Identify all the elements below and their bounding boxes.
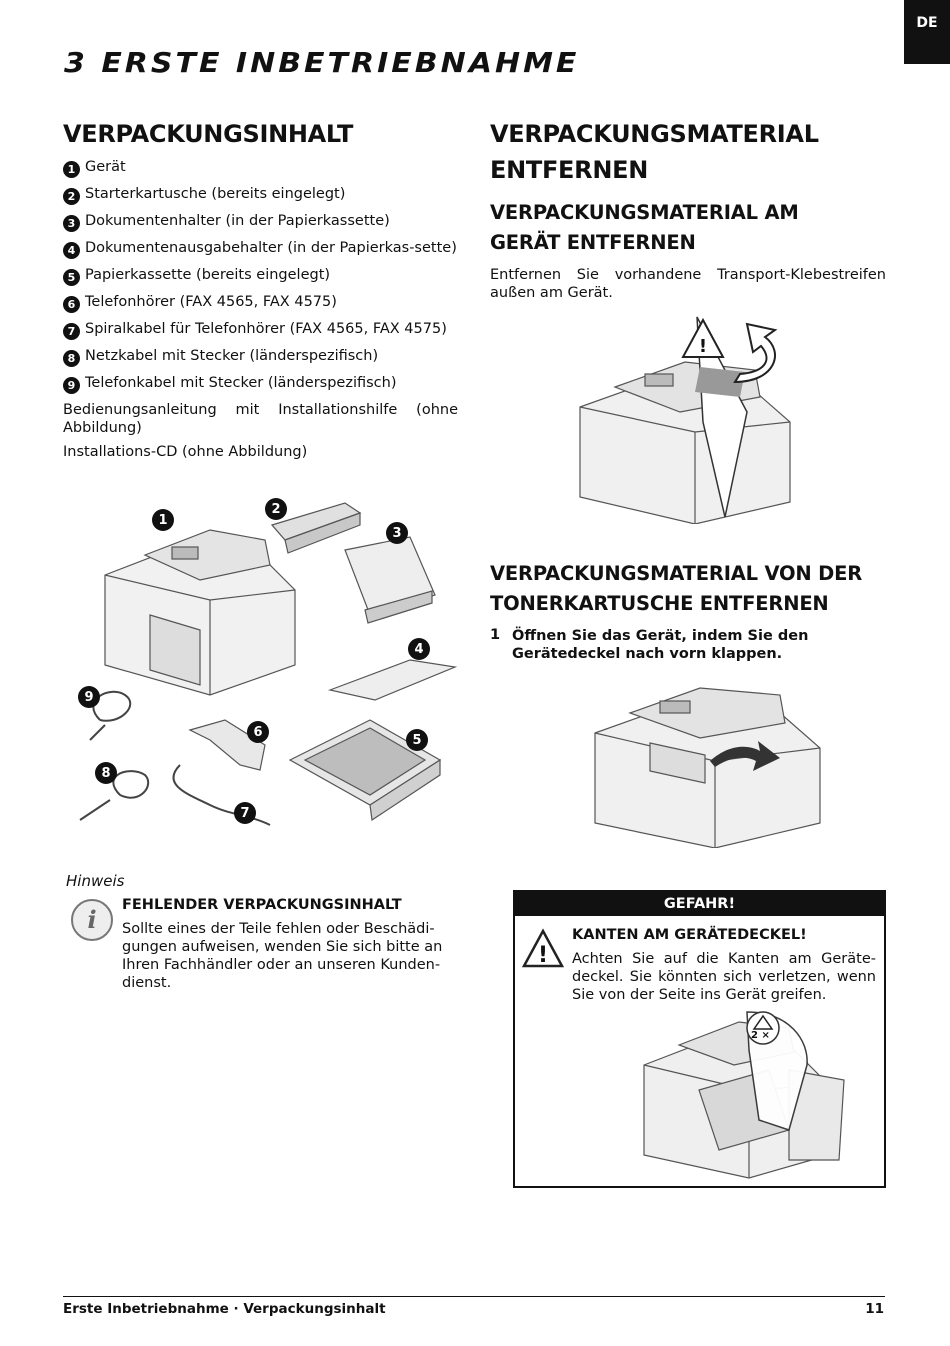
figure-label-9: 9 — [78, 686, 100, 708]
warning-triangle-icon — [521, 928, 565, 970]
note-box — [122, 896, 452, 992]
note-label: Hinweis — [66, 872, 125, 890]
item-text: Dokumentenausgabehalter (in der Papierkas-sette) — [85, 240, 457, 256]
item-number-badge: 1 — [63, 161, 80, 178]
left-column — [63, 116, 458, 461]
tape-removal-illustration — [575, 312, 805, 524]
figure-label-5: 5 — [406, 729, 428, 751]
danger-figure — [639, 1010, 849, 1180]
info-icon — [70, 898, 114, 942]
contents-item — [63, 320, 458, 340]
open-cover-illustration — [590, 683, 830, 848]
item-number-badge: 7 — [63, 323, 80, 340]
contents-item — [63, 185, 458, 205]
figure-label-7: 7 — [234, 802, 256, 824]
danger-box — [513, 890, 886, 1188]
subheading-toner-text: VERPACKUNGSMATERIAL VON DER TONERKARTUSCHE ENTFERNEN — [490, 562, 863, 615]
danger-text — [572, 926, 876, 1004]
item-number-badge: 9 — [63, 377, 80, 394]
note-body: Sollte eines der Teile fehlen oder Beschädi-gungen aufweisen, wenden Sie sich bitte an Ihren Fachhändler oder an unseren Kunden-dienst. — [122, 921, 443, 991]
cover-edges-illustration — [639, 1010, 849, 1180]
step-1 — [490, 627, 886, 663]
item-number-badge: 4 — [63, 242, 80, 259]
contents-item — [63, 374, 458, 394]
note-title: FEHLENDER VERPACKUNGSINHALT — [122, 897, 402, 913]
item-text: Gerät — [85, 159, 126, 175]
item-text: Dokumentenhalter (in der Papierkassette) — [85, 213, 390, 229]
figure-label-3: 3 — [386, 522, 408, 544]
extra-item-cd: Installations-CD (ohne Abbildung) — [63, 444, 308, 460]
extra-item-manual: Bedienungsanleitung mit Installationshilfe (ohne Abbildung) — [63, 402, 458, 436]
item-text: Telefonkabel mit Stecker (länderspezifisch) — [85, 375, 397, 391]
item-number-badge: 3 — [63, 215, 80, 232]
open-cover-figure — [590, 683, 830, 848]
page-number: 11 — [865, 1301, 884, 1317]
figure-label-2: 2 — [265, 498, 287, 520]
contents-item — [63, 266, 458, 286]
figure-label-6: 6 — [247, 721, 269, 743]
contents-item — [63, 347, 458, 367]
danger-badge: 2 × — [751, 1030, 770, 1041]
language-tab: DE — [904, 0, 950, 64]
footer-rule — [63, 1296, 885, 1297]
svg-text:!: ! — [537, 943, 549, 968]
svg-text:!: ! — [698, 336, 708, 357]
contents-item — [63, 212, 458, 232]
contents-item — [63, 239, 458, 259]
figure-label-4: 4 — [408, 638, 430, 660]
item-number-badge: 5 — [63, 269, 80, 286]
item-text: Netzkabel mit Stecker (länderspezifisch) — [85, 348, 379, 364]
footer-section-title: Erste Inbetriebnahme · Verpackungsinhalt — [63, 1301, 386, 1317]
item-number-badge: 6 — [63, 296, 80, 313]
package-contents-figure — [60, 495, 460, 855]
contents-list — [63, 158, 458, 394]
item-text: Starterkartusche (bereits eingelegt) — [85, 186, 346, 202]
item-text: Spiralkabel für Telefonhörer (FAX 4565, FAX 4575) — [85, 321, 447, 337]
figure-label-1: 1 — [152, 509, 174, 531]
danger-header: GEFAHR! — [515, 892, 884, 916]
item-number-badge: 8 — [63, 350, 80, 367]
chapter-title: 3 ERSTE INBETRIEBNAHME — [64, 47, 580, 80]
tape-removal-figure — [575, 312, 805, 524]
subheading-device: VERPACKUNGSMATERIAL AM GERÄT ENTFERNEN — [490, 201, 799, 254]
svg-text:i: i — [87, 905, 97, 934]
right-column — [490, 116, 886, 302]
danger-title: KANTEN AM GERÄTEDECKEL! — [572, 927, 807, 943]
step-text: Öffnen Sie das Gerät, indem Sie den Gerätedeckel nach vorn klappen. — [512, 628, 809, 662]
section-heading-remove-packaging: VERPACKUNGSMATERIAL ENTFERNEN — [490, 120, 819, 184]
contents-item — [63, 293, 458, 313]
contents-item — [63, 158, 458, 178]
subheading-toner — [490, 559, 886, 663]
figure-label-8: 8 — [95, 762, 117, 784]
item-text: Telefonhörer (FAX 4565, FAX 4575) — [85, 294, 337, 310]
section-heading-contents: VERPACKUNGSINHALT — [63, 120, 354, 148]
step-number: 1 — [490, 627, 501, 643]
device-instruction: Entfernen Sie vorhandene Transport-Klebestreifen außen am Gerät. — [490, 267, 886, 301]
package-contents-illustration — [60, 495, 460, 855]
item-text: Papierkassette (bereits eingelegt) — [85, 267, 331, 283]
danger-body: Achten Sie auf die Kanten am Geräte-deckel. Sie könnten sich verletzen, wenn Sie von der Seite ins Gerät greifen. — [572, 951, 876, 1003]
item-number-badge: 2 — [63, 188, 80, 205]
